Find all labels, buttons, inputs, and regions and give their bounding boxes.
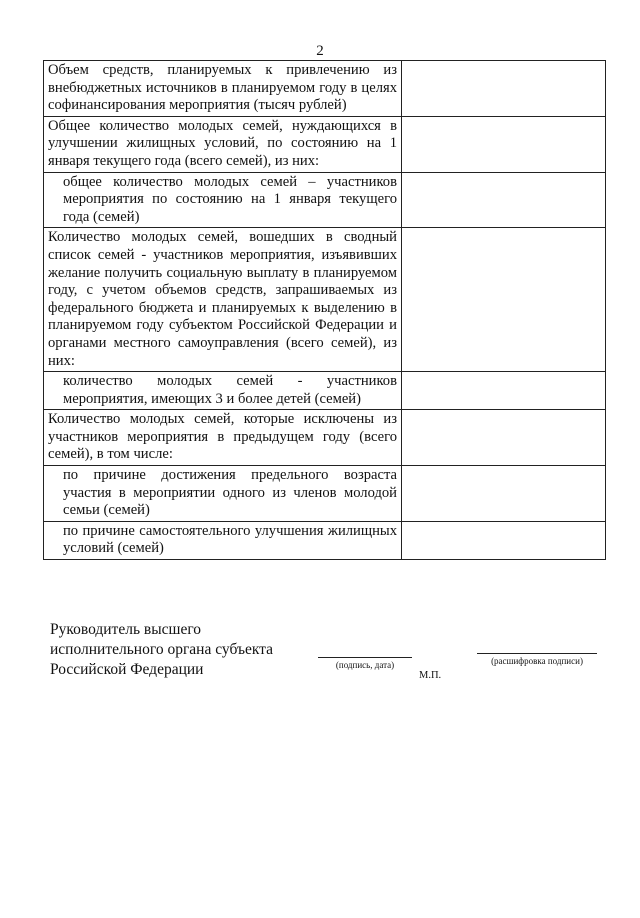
row-label-cell [44,228,402,372]
row-label-cell [44,466,402,522]
row-value-cell[interactable] [402,61,606,117]
signature-caption: (подпись, дата) [335,660,395,670]
row-label-cell [44,521,402,559]
row-label-cell [44,172,402,228]
table-row [44,61,606,117]
row-value-cell[interactable] [402,372,606,410]
form-table [43,60,606,560]
table-row [44,521,606,559]
table-row [44,116,606,172]
row-label-cell [44,372,402,410]
row-label: Объем средств, планируемых к привлечению из внебюджетных источников в планируемом году в целях софинансирования мероприятия (тысяч рублей) [48,62,397,114]
table-row [44,466,606,522]
table-row [44,172,606,228]
row-value-cell[interactable] [402,116,606,172]
signatory-title-line-3: Российской Федерации [50,661,204,678]
row-value [402,410,605,412]
row-value-cell[interactable] [402,172,606,228]
row-value [402,372,605,374]
row-label: по причине достижения предельного возраста участия в мероприятии одного из членов молодой семьи (семей) [63,467,397,519]
row-value [402,173,605,175]
table-row [44,372,606,410]
signature-line [318,657,412,658]
signatory-title-line-2: исполнительного органа субъекта [50,641,274,658]
row-label: Количество молодых семей, которые исключены из участников мероприятия в предыдущем году (всего семей), в том числе: [48,411,397,463]
transcript-line [477,653,597,654]
row-label: по причине самостоятельного улучшения жилищных условий (семей) [63,522,397,557]
row-value [402,522,605,524]
row-label: Общее количество молодых семей, нуждающихся в улучшении жилищных условий, по состоянию на 1 января текущего года (всего семей), из них: [48,117,397,169]
row-value-cell[interactable] [402,410,606,466]
page-number: 2 [316,43,324,59]
row-label: Количество молодых семей, вошедших в сводный список семей - участников мероприятия, изъявивших желание получить социальную выплату в планируемом году, с учетом объемов средств, запрашиваемых из федерального бюджета и планируемых к выделению в планируемом году субъектом Российской Федерации и органами местного самоуправления (всего семей), из них: [48,229,397,369]
row-value [402,466,605,468]
signatory-title [50,620,273,680]
row-label-cell [44,410,402,466]
row-value [402,117,605,119]
row-label: количество молодых семей - участников мероприятия, имеющих 3 и более детей (семей) [63,373,397,407]
table-row [44,410,606,466]
row-value-cell[interactable] [402,521,606,559]
row-value [402,61,605,63]
row-label-cell [44,61,402,117]
stamp-place-label: М.П. [419,670,442,681]
row-value-cell[interactable] [402,466,606,522]
signatory-title-line-1: Руководитель высшего [50,621,202,638]
transcript-caption: (расшифровка подписи) [491,656,583,666]
row-label: общее количество молодых семей – участников мероприятия по состоянию на 1 января текущего года (семей) [63,173,397,225]
row-value-cell[interactable] [402,228,606,372]
table-row [44,228,606,372]
row-label-cell [44,116,402,172]
row-value [402,228,605,230]
